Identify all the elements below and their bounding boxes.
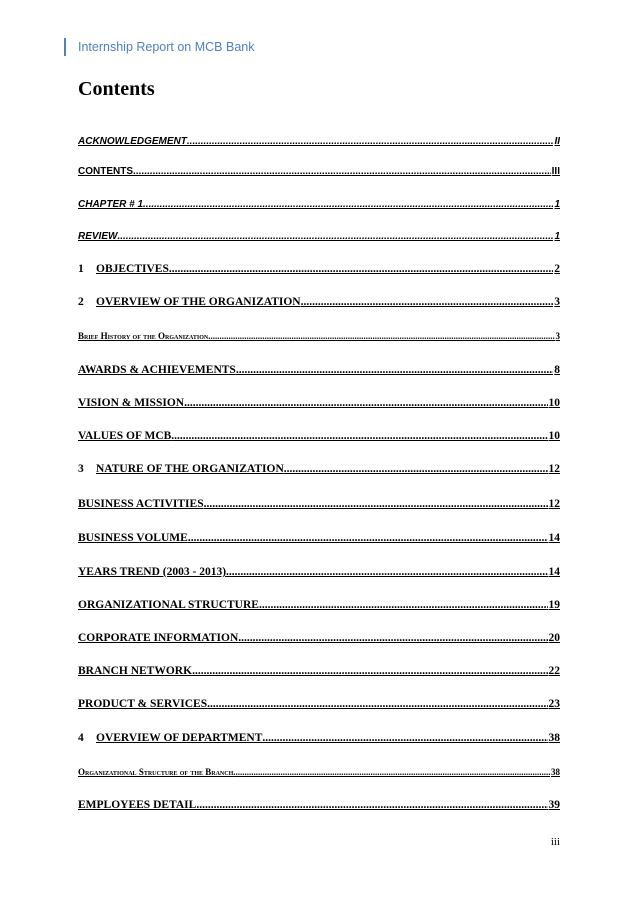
toc-entry-chapter-1[interactable]: CHAPTER # 1 ..... 1: [78, 199, 560, 210]
toc-entry-vision-mission[interactable]: VISION & MISSION ..... 10: [78, 397, 560, 409]
toc-entry-overview-organization[interactable]: 2 OVERVIEW OF THE ORGANIZATION ..... 3: [78, 296, 560, 308]
running-header: Internship Report on MCB Bank: [64, 38, 254, 56]
toc-entry-nature-organization[interactable]: 3 NATURE OF THE ORGANIZATION ..... 12: [78, 463, 560, 475]
toc-entry-brief-history[interactable]: Brief History of the Organization ..... 3: [78, 331, 560, 341]
toc-entry-overview-department[interactable]: 4 OVERVIEW OF DEPARTMENT ..... 38: [78, 732, 560, 744]
toc-entry-acknowledgement[interactable]: ACKNOWLEDGEMENT ..... II: [78, 136, 560, 147]
toc-entry-review[interactable]: REVIEW ..... 1: [78, 231, 560, 242]
page-title: Contents: [78, 78, 155, 100]
toc-entry-branch-network[interactable]: BRANCH NETWORK ..... 22: [78, 665, 560, 677]
toc-entry-product-services[interactable]: PRODUCT & SERVICES ..... 23: [78, 698, 560, 710]
toc-entry-organizational-structure[interactable]: ORGANIZATIONAL STRUCTURE ..... 19: [78, 599, 560, 611]
toc-entry-years-trend[interactable]: YEARS TREND (2003 - 2013) ..... 14: [78, 566, 560, 578]
toc-entry-org-structure-branch[interactable]: Organizational Structure of the Branch ..... 38: [78, 767, 560, 777]
page-number: iii: [550, 836, 560, 848]
toc-entry-contents[interactable]: CONTENTS ..... III: [78, 166, 560, 177]
toc-entry-values[interactable]: VALUES OF MCB ..... 10: [78, 430, 560, 442]
toc-entry-objectives[interactable]: 1 OBJECTIVES ..... 2: [78, 263, 560, 275]
toc-entry-corporate-information[interactable]: CORPORATE INFORMATION ..... 20: [78, 632, 560, 644]
toc-entry-awards[interactable]: AWARDS & ACHIEVEMENTS ..... 8: [78, 364, 560, 376]
toc-entry-employees-detail[interactable]: EMPLOYEES DETAIL ..... 39: [78, 799, 560, 811]
toc-entry-business-activities[interactable]: BUSINESS ACTIVITIES ..... 12: [78, 498, 560, 510]
toc-entry-business-volume[interactable]: BUSINESS VOLUME ..... 14: [78, 532, 560, 544]
